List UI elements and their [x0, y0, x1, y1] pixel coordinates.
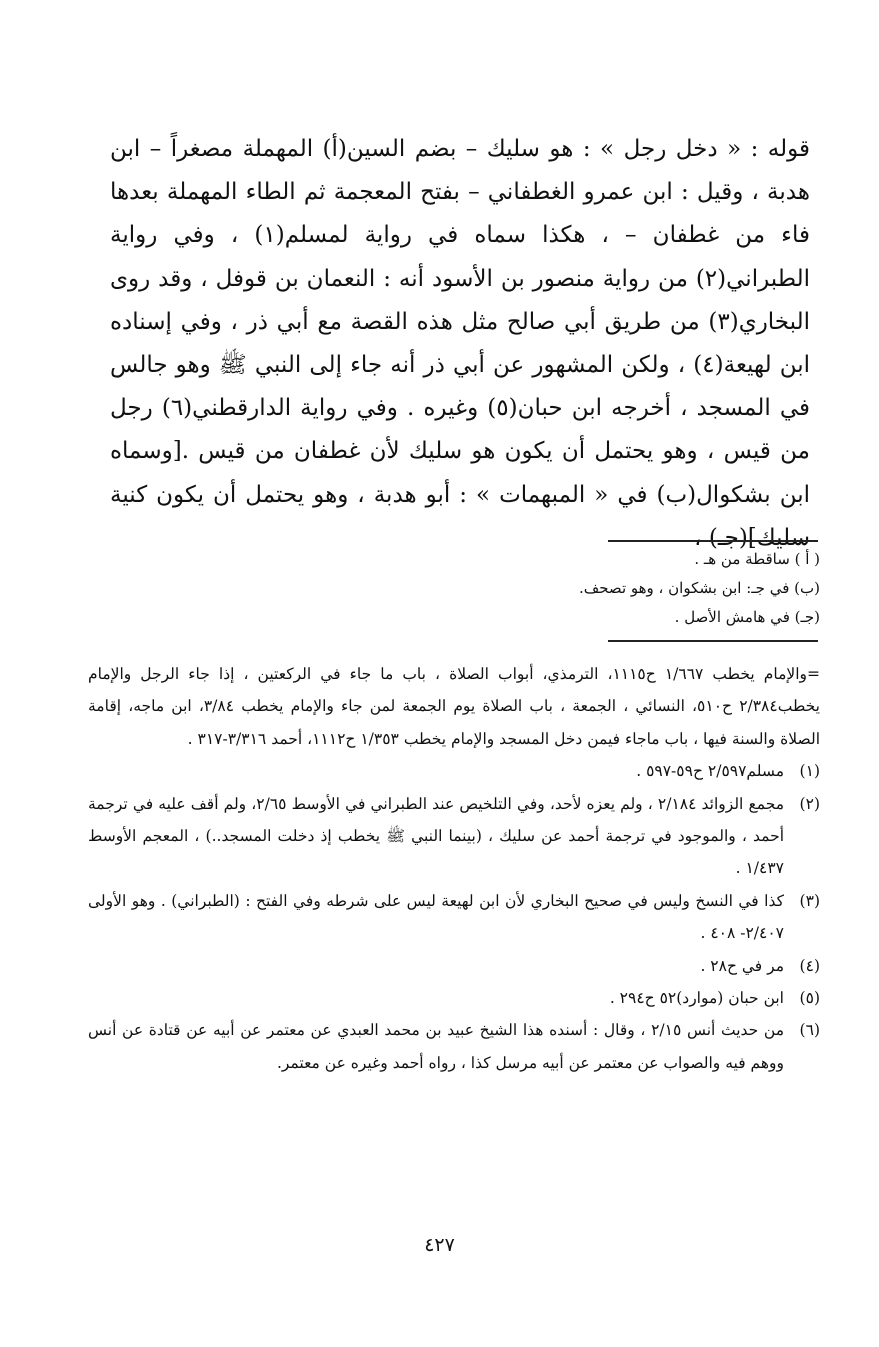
footnote-item: [88, 1014, 820, 1079]
page-number: ٤٢٧: [424, 1234, 455, 1256]
footnote-number: (٤): [799, 956, 820, 975]
footnote-text: ابن حبان (موارد)٥٢ ح٢٩٤ .: [609, 989, 784, 1008]
footnote-separator-bottom: [608, 640, 818, 642]
footnote-continuation: =والإمام يخطب ١/٦٦٧ ح١١١٥، الترمذي، أبواب الصلاة ، باب ما جاء في الركعتين ، إذا جاء الرجل والإمام يخطب٢/٣٨٤ ح٥١٠، النسائي ، الجمعة ، باب الصلاة يوم الجمعة لمن جاء والإمام يخطب ٣/٨٤، ابن ماجه، إقامة الصلاة والسنة فيها ، باب ماجاء فيمن دخل المسجد والإمام يخطب ١/٣٥٣ ح١١١٢، أحمد ٣/٣١٦-٣١٧ .: [88, 665, 820, 748]
footnote-number: (٦): [799, 1021, 820, 1040]
footnote-item: [88, 885, 820, 950]
footnote-item: [88, 788, 820, 885]
footnote-number: (٢): [799, 794, 820, 813]
footnotes-block: [88, 658, 820, 1079]
variant-note-a: ( أ ) ساقطة من هـ .: [694, 550, 820, 568]
variant-notes: [500, 545, 820, 632]
footnote-text: مر في ح٢٨ .: [700, 956, 784, 975]
main-paragraph: قوله : « دخل رجل » : هو سليك – بضم السين(أ) المهملة مصغراً – ابن هدبة ، وقيل : ابن عمرو الغطفاني – بفتح المعجمة ثم الطاء المهملة بعدها فاء من غطفان – ، هكذا سماه في رواية لمسلم(١) ، وفي رواية الطبراني(٢) من رواية منصور بن الأسود أنه : النعمان بن قوفل ، وقد روى البخاري(٣) من طريق أبي صالح مثل هذه القصة مع أبي ذر ، وفي إسناده ابن لهيعة(٤) ، ولكن المشهور عن أبي ذر أنه جاء إلى النبي ﷺ وهو جالس في المسجد ، أخرجه ابن حبان(٥) وغيره . وفي رواية الدارقطني(٦) رجل من قيس ، وهو يحتمل أن يكون هو سليك لأن غطفان من قيس .[وسماه ابن بشكوال(ب) في « المبهمات » : أبو هدبة ، وهو يحتمل أن يكون كنية سليك](جـ) ،: [110, 136, 811, 551]
main-text-block: [110, 128, 810, 560]
footnote-item: [88, 982, 820, 1014]
footnote-text: مجمع الزوائد ٢/١٨٤ ، ولم يعزه لأحد، وفي التلخيص عند الطبراني في الأوسط ٢/٦٥، ولم أقف عليه في ترجمة أحمد ، والموجود في ترجمة أحمد عن سليك ، (بينما النبي ﷺ يخطب إذ دخلت المسجد..) ، المعجم الأوسط ١/٤٣٧ .: [88, 794, 784, 878]
footnote-text: كذا في النسخ وليس في صحيح البخاري لأن ابن لهيعة ليس على شرطه وفي الفتح : (الطبراني) . وهو الأولى ٢/٤٠٧- ٤٠٨ .: [88, 891, 784, 943]
footnote-item: [88, 950, 820, 982]
footnote-number: (١): [799, 762, 820, 781]
footnote-number: (٣): [799, 891, 820, 910]
footnote-text: مسلم٢/٥٩٧ ح٥٩-٥٩٧ .: [636, 762, 784, 781]
footnote-item: [88, 755, 820, 787]
variant-note-b: (ب) في جـ: ابن بشكوان ، وهو تصحف.: [578, 579, 820, 597]
footnote-number: (٥): [799, 989, 820, 1008]
footnote-separator-top: [608, 540, 818, 542]
footnote-text: من حديث أنس ٢/١٥ ، وقال : أسنده هذا الشيخ عبيد بن محمد العبدي عن معتمر عن أبيه عن قتادة عن أنس ووهم فيه والصواب عن معتمر عن أبيه مرسل كذا ، رواه أحمد وغيره عن معتمر.: [88, 1021, 784, 1072]
variant-note-c: (جـ) في هامش الأصل .: [674, 608, 820, 626]
